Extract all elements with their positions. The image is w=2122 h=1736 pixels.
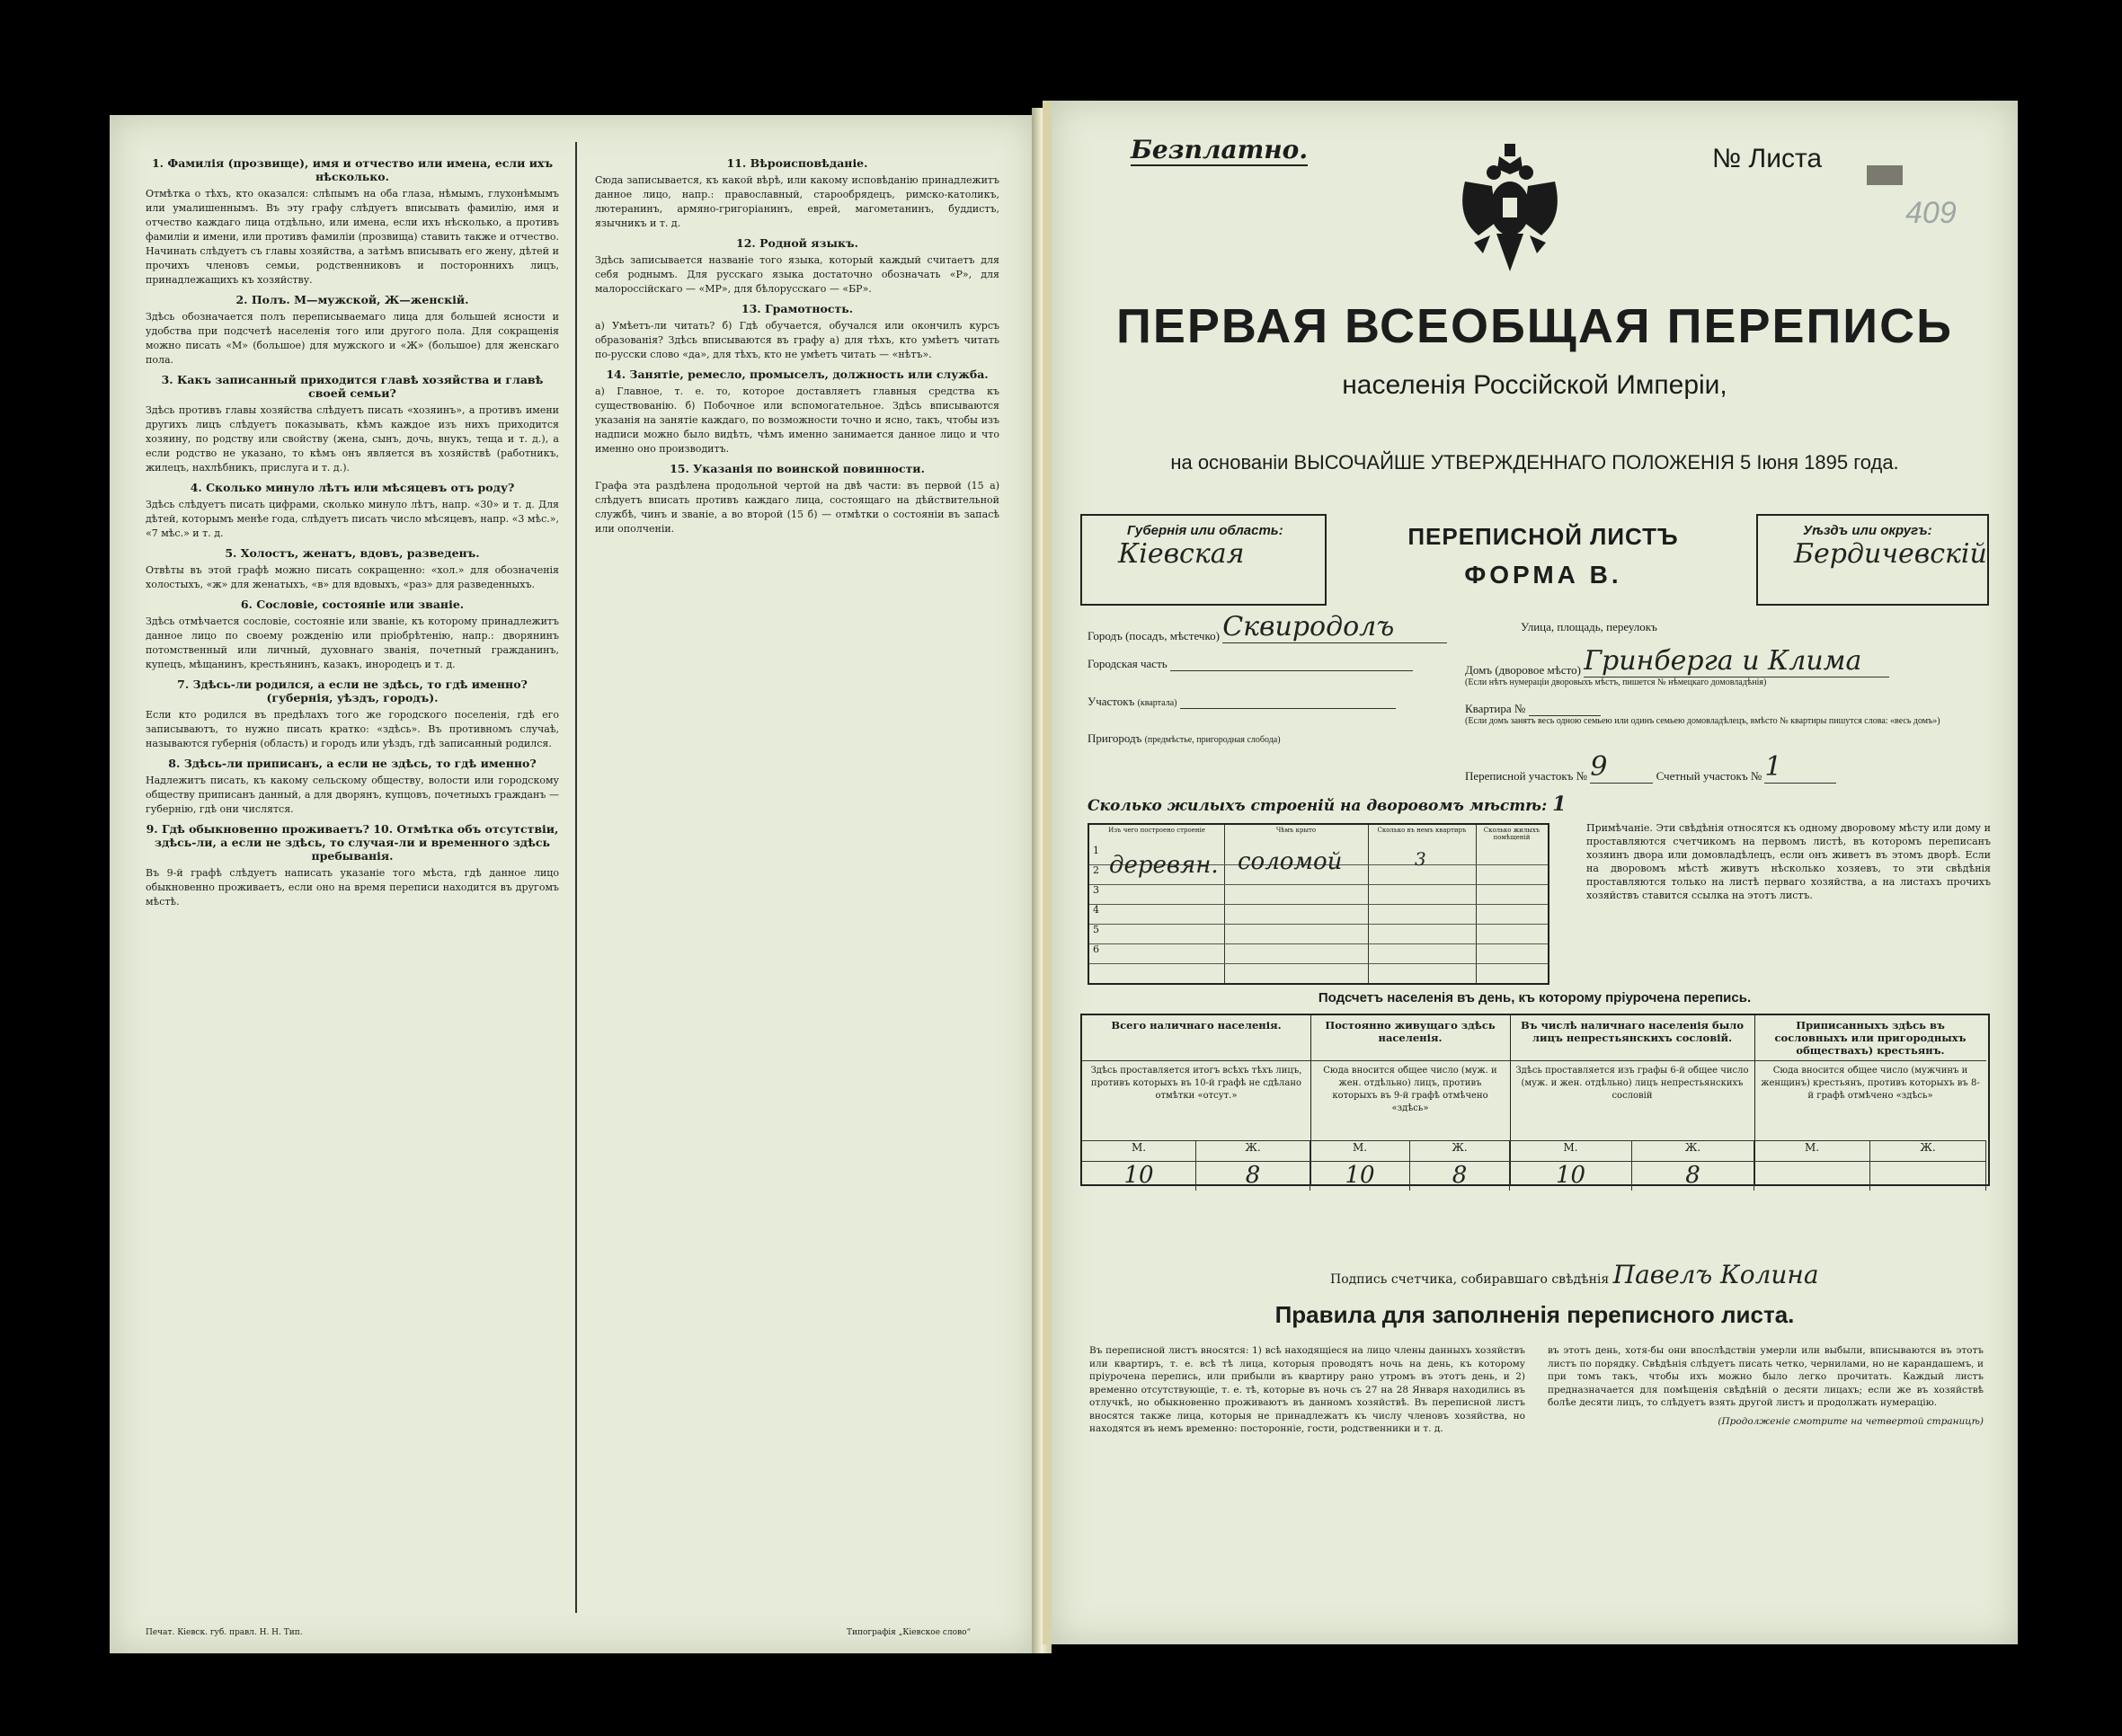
house-note: (Если нѣтъ нумерацiи дворовыхъ мѣстъ, пишется № нѣмецкаго домовладѣнія) <box>1465 678 1767 687</box>
count-nonpeasant-m-label: М. <box>1510 1141 1632 1161</box>
count-present-m: 10 <box>1082 1162 1196 1191</box>
form-subtitle: населенія Россійской Имперіи, <box>1342 370 1727 400</box>
dwellings-head-rooms: Сколько жилыхъ помѣщеній <box>1483 827 1540 841</box>
rules-column-1: Въ переписной листъ вносятся: 1) всѣ находящіеся на лицо члены данныхъ хозяйствъ или квартиръ, т. е. всѣ тѣ лица, которыя проводятъ ночь на день, къ которому пріурочена перепись, или прибыли въ квартиру рано утромъ въ этотъ день, и 2) временно отсутствующіе, т. е. тѣ, которые въ ночь съ 27 на 28 Января находились въ отлучкѣ, но обыкновенно проживаютъ въ данномъ хозяйствѣ. Въ переписной листъ вносятся также лица, которыя не принадлежатъ къ числу членовъ хозяйства, но находятся въ немъ временно: посторонніе, гости, родственники и т. д. <box>1089 1345 1525 1434</box>
apartment-note: (Если домъ занятъ весь одною семьею или одинъ семьею домовладѣлецъ, вмѣсто № квартиры пишутся слова: «весь домъ») <box>1465 716 1940 726</box>
suburb-field <box>1088 731 1281 746</box>
count-resident-m-label: М. <box>1310 1141 1410 1161</box>
counting-district-value: 1 <box>1764 751 1836 784</box>
count-peasants-m <box>1754 1162 1870 1191</box>
district-box <box>1756 514 1989 606</box>
governorate-value: Кіевская <box>1118 538 1245 570</box>
section-text: Здѣсь противъ главы хозяйства слѣдуетъ писать «хозяинъ», а противъ имени другихъ лицъ слѣдуетъ показывать, кѣмъ каждое изъ нихъ приходится хозяину, по родству или свойству (жена, сынъ, дочь, внукъ, теща и т. д.), а если родство не указано, то кѣмъ онъ является въ хозяйствѣ (работникъ, жилецъ, нахлѣбникъ, прислуга и т. д.). <box>146 404 559 474</box>
count-present-desc: Здѣсь проставляется итогъ всѣхъ тѣхъ лицъ, противъ которыхъ въ 10-й графѣ не сдѣлано отмѣтки «отсут.» <box>1082 1061 1310 1141</box>
section-heading: 11. Вѣроисповѣданіе. <box>726 156 868 170</box>
precinct-field <box>1088 694 1396 709</box>
dwellings-row-1: 1 <box>1089 845 1548 865</box>
apartment-label: Квартира № <box>1465 702 1526 715</box>
form-title: ПЕРВАЯ ВСЕОБЩАЯ ПЕРЕПИСЬ <box>1116 299 1953 353</box>
count-present-head: Всего наличнаго населенія. <box>1082 1015 1310 1061</box>
count-nonpeasant-m: 10 <box>1510 1162 1632 1191</box>
dwelling-apts-value: 3 <box>1415 848 1426 870</box>
dwellings-row-3: 3 <box>1089 884 1548 905</box>
count-nonpeasant-desc: Здѣсь проставляется изъ графы 6-й общее число (муж. и жен. отдѣльно) лицъ непрестьянскихъ сословій <box>1510 1061 1754 1141</box>
count-nonpeasant-head: Въ числѣ наличнаго населенія было лицъ непрестьянскихъ сословій. <box>1510 1015 1754 1061</box>
section-heading: 12. Родной языкъ. <box>736 236 858 250</box>
governorate-label: Губернія или область: <box>1127 523 1283 538</box>
section-heading: 3. Какъ записанный приходится главѣ хозяйства и главѣ своей семьи? <box>161 373 544 400</box>
count-resident-f-label: Ж. <box>1410 1141 1510 1161</box>
section-text: а) Умѣетъ-ли читать? б) Гдѣ обучается, обучался или окончилъ курсъ образованія? Здѣсь вписываются въ графу а) для тѣхъ, кто умѣетъ читать по-русски слово «да», для тѣхъ, кто не умѣетъ читать — «нѣтъ». <box>595 320 999 360</box>
rules-text <box>1089 1344 1988 1614</box>
count-peasants-f-label: Ж. <box>1870 1141 1986 1161</box>
suburb-note: (предмѣстье, пригородная слобода) <box>1144 735 1281 745</box>
counting-district-label: Счетный участокъ № <box>1656 769 1762 783</box>
left-column-2 <box>595 151 999 1608</box>
section-text: Графа эта раздѣлена продольной чертой на двѣ части: въ первой (15 а) слѣдуетъ вписать противъ каждаго лица, состоящаго на дѣйствительной службѣ, чинъ и званіе, а во второй (15 б) — отмѣтки о состояніи въ запасѣ или ополченіи. <box>595 480 999 535</box>
section-heading: 1. Фамилія (прозвище), имя и отчество или имена, если ихъ нѣсколько. <box>151 156 554 183</box>
dwelling-roof-value: соломой <box>1238 848 1343 875</box>
enumerator-signature-field <box>1330 1260 1819 1289</box>
free-label: Безплатно. <box>1131 135 1309 164</box>
city-label: Городъ (посадъ, мѣстечко) <box>1088 629 1220 642</box>
dwellings-table <box>1088 823 1549 985</box>
count-resident-head: Постоянно живущаго здѣсь населенія. <box>1310 1015 1510 1061</box>
printer-imprint: Печат. Кіевск. губ. правл. Н. Н. Тип. <box>146 1628 303 1637</box>
section-heading: 14. Занятіе, ремесло, промыселъ, должность или служба. <box>606 368 989 381</box>
count-present-f-label: Ж. <box>1196 1141 1310 1161</box>
section-heading: 4. Сколько минуло лѣтъ или мѣсяцевъ отъ роду? <box>190 481 515 494</box>
stamped-number: 409 <box>1905 196 1957 230</box>
section-heading: 7. Здѣсь-ли родился, а если не здѣсь, то гдѣ именно? (губернія, уѣздъ, городъ). <box>177 678 528 704</box>
dwellings-head-apts: Сколько въ немъ квартиръ <box>1377 827 1467 834</box>
dwellings-label: Сколько жилыхъ строеній на дворовомъ мѣстѣ: <box>1088 797 1548 815</box>
count-col-resident <box>1310 1015 1511 1189</box>
house-field <box>1465 645 1889 687</box>
dwellings-row-4: 4 <box>1089 904 1548 925</box>
suburb-label: Пригородъ <box>1088 731 1142 745</box>
dwellings-row-2: 2 <box>1089 864 1548 885</box>
section-text: Отмѣтка о тѣхъ, кто оказался: слѣпымъ на оба глаза, нѣмымъ, глухонѣмымъ или умалишеннымъ. Въ эту графу слѣдуетъ вписывать фамилію, имя и отчество каждаго лица отдѣльно, или имена, если ихъ нѣсколько, а противъ фамиліи и имени, или противъ фамиліи (прозвища) ставить также и отчество. Начинать слѣдуетъ съ главы хозяйства, а затѣмъ вписывать его жену, дѣтей и прочихъ членовъ семьи, родственниковъ и постороннихъ лицъ, принадлежащихъ къ хозяйству. <box>146 188 559 286</box>
census-district-value: 9 <box>1590 751 1653 784</box>
section-heading: 5. Холостъ, женатъ, вдовъ, разведенъ. <box>225 546 480 560</box>
section-text: Сюда записывается, къ какой вѣрѣ, или какому исповѣданію принадлежитъ данное лицо, напр.: православный, старообрядецъ, римско-католикъ, лютеранинъ, армяно-григоріанинъ, еврей, магометанинъ, буддистъ, язычникъ и т. д. <box>595 174 999 229</box>
count-nonpeasant-f: 8 <box>1632 1162 1754 1191</box>
governorate-box <box>1080 514 1327 606</box>
count-col-present <box>1082 1015 1311 1189</box>
section-heading: 8. Здѣсь-ли приписанъ, а если не здѣсь, то гдѣ именно? <box>168 757 537 770</box>
city-part-label: Городская часть <box>1088 657 1168 670</box>
count-resident-m: 10 <box>1310 1162 1410 1191</box>
count-peasants-m-label: М. <box>1754 1141 1870 1161</box>
count-present-m-label: М. <box>1082 1141 1196 1161</box>
header-row <box>1080 514 1989 604</box>
section-text: а) Главное, т. е. то, которое доставляетъ главныя средства къ существованію. б) Побочное или вспомогательное. Здѣсь вписываются указанія на занятіе каждаго, по возможности точно и ясно, такъ, чтобы изъ надписи можно было видѣть, чѣмъ именно занимается данное лицо и что именно оно производитъ. <box>595 385 999 455</box>
city-field <box>1088 611 1447 643</box>
census-district-label: Переписной участокъ № <box>1465 769 1588 783</box>
section-text: Здѣсь слѣдуетъ писать цифрами, сколько минуло лѣтъ, напр. «30» и т. д. Для дѣтей, которымъ менѣе года, слѣдуетъ писать число мѣсяцевъ, напр. «3 мѣс.», «7 мѣс.» и т. д. <box>146 499 559 539</box>
dwellings-row-6: 6 <box>1089 943 1548 964</box>
census-sheet-form: ФОРМА В. <box>1464 561 1622 589</box>
census-district-field <box>1465 751 1836 784</box>
population-count-heading: Подсчетъ населенія въ день, къ которому пріурочена перепись. <box>1318 990 1752 1005</box>
section-text: Въ 9-й графѣ слѣдуетъ написать указаніе того мѣста, гдѣ данное лицо обыкновенно проживаетъ, если оно на время переписи находится въ другомъ мѣстѣ. <box>146 867 559 908</box>
double-headed-eagle-icon <box>1447 137 1573 280</box>
rules-continued: (Продолженіе смотрите на четвертой страницѣ) <box>1718 1415 1984 1427</box>
apartment-field <box>1465 701 1968 726</box>
census-sheet-title: ПЕРЕПИСНОЙ ЛИСТЪ <box>1407 523 1679 550</box>
section-text: Отвѣты въ этой графѣ можно писать сокращенно: «хол.» для обозначенія холостыхъ, «ж» для женатыхъ, «в» для вдовыхъ, «раз» для разведенныхъ. <box>146 564 559 590</box>
house-label: Домъ (дворовое мѣсто) <box>1465 663 1581 677</box>
sheet-number-label: № Листа <box>1712 144 1823 173</box>
count-resident-desc: Сюда вносится общее число (муж. и жен. отдѣльно) лицъ, противъ которыхъ въ 9-й графѣ отмѣчено «здѣсь» <box>1310 1061 1510 1141</box>
section-text: Здѣсь отмѣчается сословіе, состояніе или званіе, къ которому принадлежитъ данное лицо по своему рожденію или пріобрѣтенію, напр.: дворянинъ потомственный или личный, духовнаго званія, почетный гражданинъ, купецъ, мѣщанинъ, крестьянинъ, казакъ, инородецъ и т. д. <box>146 616 559 670</box>
section-heading: 15. Указанія по воинской повинности. <box>670 462 925 475</box>
dwellings-question <box>1088 793 1567 816</box>
section-text: Здѣсь обозначается полъ переписываемаго лица для большей ясности и удобства при подсчетѣ населенія того или другого пола. Для сокращенія можно писать «М» (большое) для мужского и «Ж» (большое) для женскаго пола. <box>146 311 559 366</box>
city-value: Сквиродолъ <box>1222 611 1447 643</box>
precinct-label: Участокъ <box>1088 695 1135 708</box>
count-col-peasants <box>1754 1015 1986 1184</box>
rules-column-2: въ этотъ день, хотя-бы они впослѣдствіи умерли или выбыли, вписываются въ этотъ листъ по порядку. Свѣдѣнія слѣдуетъ писать четко, чернилами, но не карандашемъ, и при томъ такъ, чтобы ихъ можно было легко прочитать. Каждый листъ предназначается для помѣщенія свѣдѣній о десяти лицахъ; если же въ хозяйствѣ болѣе десяти лицъ, то слѣдуетъ взять другой листъ и продолжать нумерацію. (Продолженіе смотрите на четвертой страницѣ) <box>1548 1345 1984 1427</box>
count-resident-f: 8 <box>1410 1162 1510 1191</box>
population-count-table <box>1080 1014 1990 1189</box>
count-peasants-desc: Сюда вносится общее число (мужчинъ и женщинъ) крестьянъ, противъ которыхъ въ 8-й графѣ отмѣчено «здѣсь» <box>1754 1061 1986 1141</box>
rules-heading: Правила для заполненія переписного листа. <box>1274 1301 1795 1328</box>
district-value: Бердичевскій <box>1794 538 1987 570</box>
right-page-census-form <box>1043 101 2018 1644</box>
column-divider <box>575 142 577 1613</box>
street-field <box>1521 620 1657 634</box>
dwellings-note: Примѣчаніе. Эти свѣдѣнія относятся къ одному дворовому мѣсту или дому и проставляются счетчикомъ на первомъ листѣ, въ которомъ переписанъ хозяинъ двора или домовладѣлецъ, если онъ живетъ въ этомъ дворѣ. Если на дворовомъ мѣстѣ живутъ нѣсколько хозяевъ, то эти свѣдѣнія проставляются только на листѣ перваго хозяйства, а на листахъ прочихъ хозяйствъ ставится ссылка на этотъ листъ. <box>1586 822 1991 901</box>
count-peasants-f <box>1870 1162 1986 1191</box>
dwellings-head-roof: Чѣмъ крыто <box>1275 827 1317 834</box>
count-peasants-head: Приписанныхъ здѣсь въ сословныхъ или пригородныхъ обществахъ) крестьянъ. <box>1754 1015 1986 1061</box>
section-heading: 2. Полъ. М—мужской, Ж—женскій. <box>235 293 469 306</box>
left-page-instructions <box>110 115 1035 1653</box>
house-value: Гринберга и Клима <box>1584 645 1889 678</box>
dwelling-material-value: деревян. <box>1109 852 1219 879</box>
section-text: Надлежитъ писать, къ какому сельскому обществу, волости или городскому обществу приписанъ данный, а для дворянъ, купцовъ, почетныхъ гражданъ — губернію, гдѣ они числятся. <box>146 775 559 815</box>
section-text: Здѣсь записывается названіе того языка, который каждый считаетъ для себя роднымъ. Для русскаго языка достаточно обозначать «Р», для малороссійскаго — «МР», для бѣлорусскаго — «БР». <box>595 254 999 295</box>
city-part-field <box>1088 656 1413 671</box>
legal-basis: на основаніи ВЫСОЧАЙШЕ УТВЕРЖДЕННАГО ПОЛОЖЕНІЯ 5 Іюня 1895 года. <box>1170 451 1899 474</box>
signature-value: Павелъ Колина <box>1612 1260 1819 1289</box>
typography-imprint: Типографія „Кіевское слово“ <box>847 1628 972 1637</box>
street-label: Улица, площадь, переулокъ <box>1521 620 1657 633</box>
district-label: Уѣздъ или округъ: <box>1803 523 1932 538</box>
section-heading: 6. Сословіе, состояніе или званіе. <box>240 598 465 611</box>
section-heading: 13. Грамотность. <box>741 302 854 315</box>
count-col-nonpeasant <box>1510 1015 1755 1189</box>
left-column-1 <box>146 151 559 1608</box>
section-heading: 9. Гдѣ обыкновенно проживаетъ? 10. Отмѣтка объ отсутствіи, здѣсь-ли, а если не здѣсь, то случая-ли и временного здѣсь пребыванія. <box>146 822 559 863</box>
dwellings-value: 1 <box>1552 793 1567 816</box>
count-nonpeasant-f-label: Ж. <box>1632 1141 1754 1161</box>
dwellings-head-material: Изъ чего построено строеніе <box>1108 827 1205 834</box>
precinct-note: (квартала) <box>1137 698 1177 708</box>
dwellings-row-5: 5 <box>1089 924 1548 944</box>
section-text: Если кто родился въ предѣлахъ того же городского поселенія, гдѣ его записываютъ, то нужно писать кратко: «здѣсь». Въ противномъ случаѣ, называются губернія (область) и городъ или уѣздъ, гдѣ записанный родился. <box>146 709 559 749</box>
count-present-f: 8 <box>1196 1162 1310 1191</box>
sheet-number-field <box>1867 165 1903 185</box>
signature-label: Подпись счетчика, собиравшаго свѣдѣнія <box>1330 1272 1610 1287</box>
